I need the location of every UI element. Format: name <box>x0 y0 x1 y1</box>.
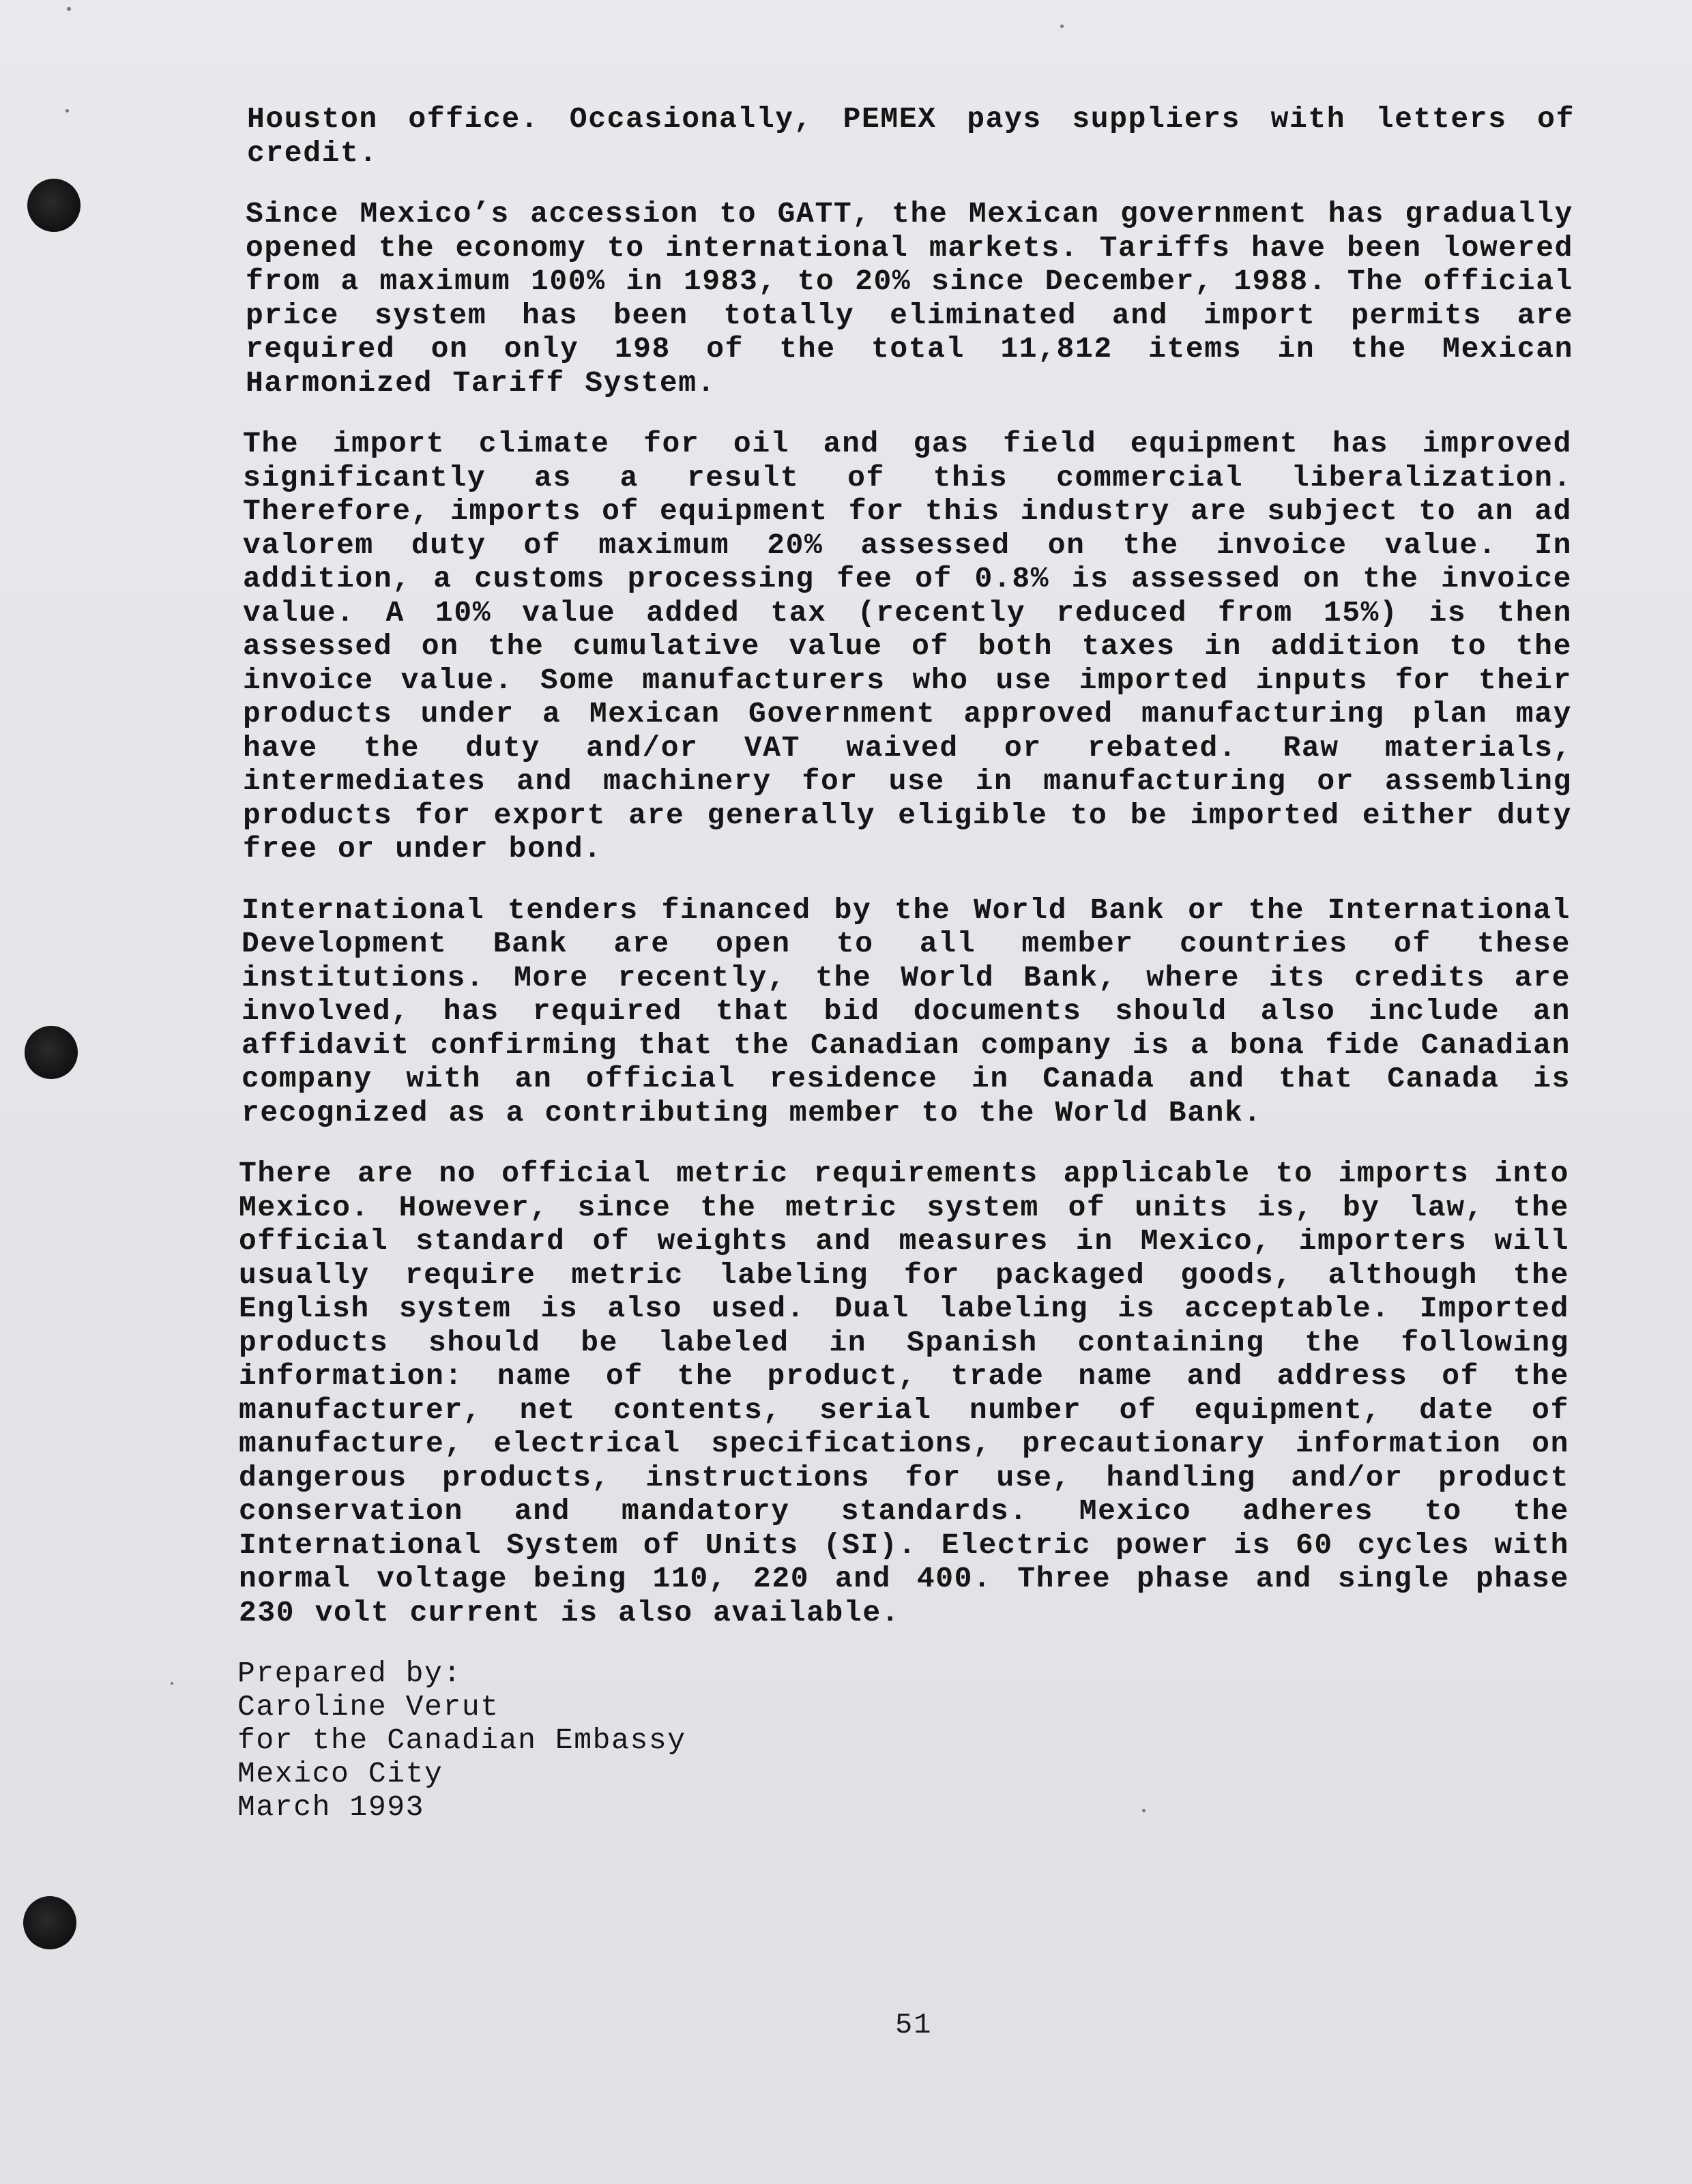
punch-hole <box>25 1026 78 1079</box>
prepared-by-block <box>237 1657 1575 1824</box>
paragraph-metric-requirements: There are no official metric requirements applicable to imports into Mexico. However, since the metric system of units is, by law, the official standard of weights and measures in Mexico, importers will usually require metric labeling for packaged goods, although the English system is also used. Dual labeling is acceptable. Imported products should be labeled in Spanish containing the following information: name of the product, trade name and address of the manufacturer, net contents, serial number of equipment, date of manufacture, electrical specifications, precautionary information on dangerous products, instructions for use, handling and/or product conservation and mandatory standards. Mexico adheres to the International System of Units (SI). Electric power is 60 cycles with normal voltage being 110, 220 and 400. Three phase and single phase 230 volt current is also available. <box>239 1157 1569 1629</box>
scan-speck <box>65 109 69 113</box>
body-text <box>237 102 1575 1824</box>
scan-speck <box>67 7 71 11</box>
prepared-by-label: Prepared by: <box>237 1657 462 1690</box>
paragraph-houston-office: Houston office. Occasionally, PEMEX pays suppliers with letters of credit. <box>247 102 1575 170</box>
author-city: Mexico City <box>237 1757 443 1790</box>
paragraph-international-tenders: International tenders financed by the World Bank or the International Development Bank are open to all member countries of these institutions. More recently, the World Bank, where its credits are involved, has required that bid documents should also include an affidavit confirming that the Canadian company is a bona fide Canadian company with an official residence in Canada and that Canada is recognized as a contributing member to the World Bank. <box>242 893 1571 1130</box>
author-organization: for the Canadian Embassy <box>237 1724 686 1757</box>
document-date: March 1993 <box>237 1790 425 1824</box>
paragraph-gatt-accession: Since Mexico’s accession to GATT, the Mexican government has gradually opened the economy to international markets. Tariffs have been lowered from a maximum 100% in 1983, to 20% since December, 1988. The official price system has been totally eliminated and import permits are required on only 198 of the total 11,812 items in the Mexican Harmonized Tariff System. <box>246 197 1573 400</box>
page-number: 51 <box>895 2009 933 2041</box>
author-name: Caroline Verut <box>237 1690 499 1724</box>
scan-speck <box>1060 25 1064 28</box>
punch-hole <box>27 179 81 232</box>
punch-hole <box>23 1896 76 1949</box>
paragraph-import-climate: The import climate for oil and gas field equipment has improved significantly as a result of this commercial liberalization. Therefore, imports of equipment for this industry are subject to an ad valorem duty of maximum 20% assessed on the invoice value. In addition, a customs processing fee of 0.8% is assessed on the invoice value. A 10% value added tax (recently reduced from 15%) is then assessed on the cumulative value of both taxes in addition to the invoice value. Some manufacturers who use imported inputs for their products under a Mexican Government approved manufacturing plan may have the duty and/or VAT waived or rebated. Raw materials, intermediates and machinery for use in manufacturing or assembling products for export are generally eligible to be imported either duty free or under bond. <box>243 427 1572 866</box>
scan-speck <box>171 1682 173 1685</box>
